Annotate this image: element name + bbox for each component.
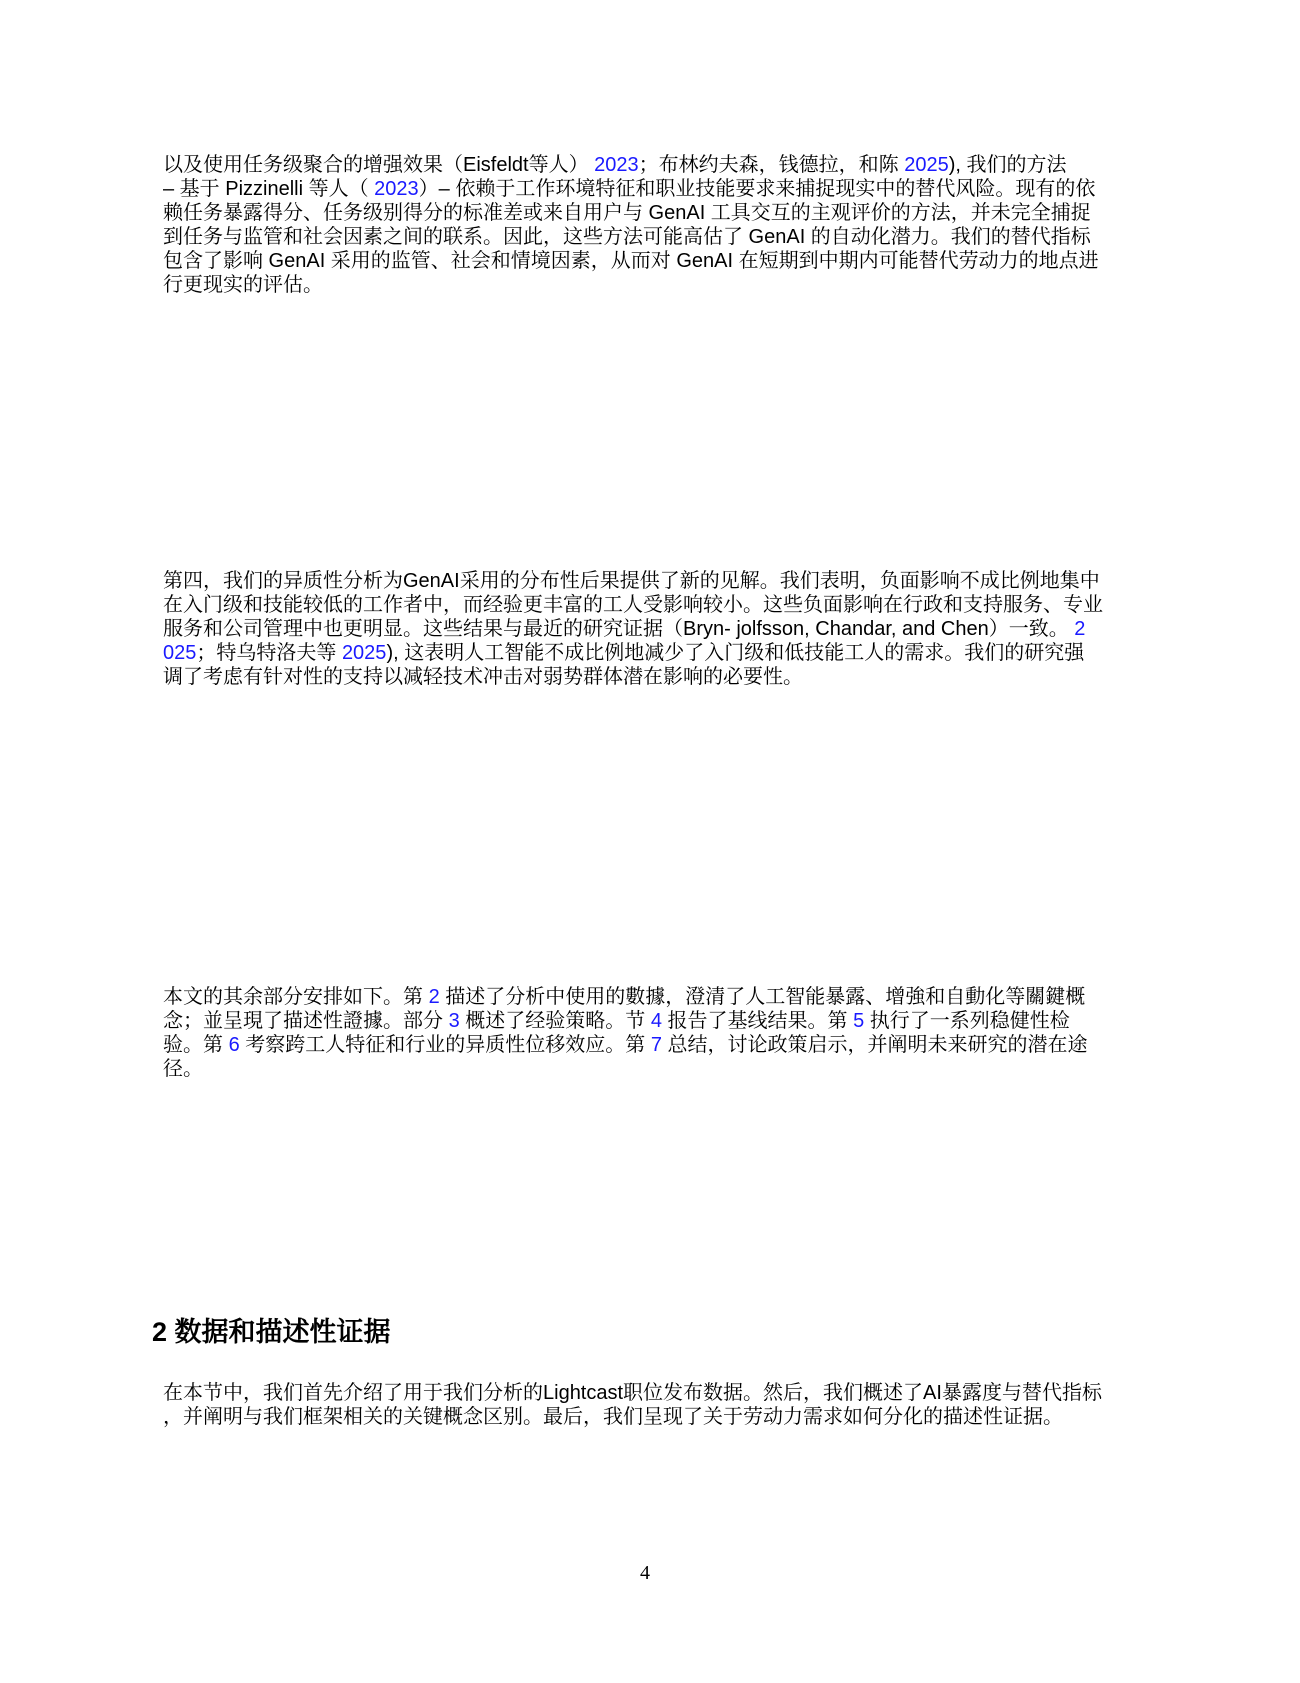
text: ), 这表明人工智能不成比例地减少了入门级和低技能工人的需求。我们的研究强 <box>386 642 1085 664</box>
text: 服务和公司管理中也更明显。这些结果与最近的研究证据（Bryn- jolfsson, Chandar, and Chen）一致。 <box>163 618 1075 640</box>
text-line: ，并阐明与我们框架相关的关键概念区别。最后，我们呈现了关于劳动力需求如何分化的描述性证据。 <box>163 1406 1063 1428</box>
section-link[interactable]: 7 <box>650 1034 662 1056</box>
text: 报告了基线结果。第 <box>661 1010 854 1032</box>
text: 执行了一系列稳健性检 <box>864 1010 1070 1032</box>
text: 验。第 <box>163 1034 229 1056</box>
text: – 基于 Pizzinelli 等人（ <box>163 178 375 200</box>
citation-link[interactable]: 2 <box>1074 618 1086 640</box>
text-line: 径。 <box>163 1058 203 1080</box>
section-link[interactable]: 3 <box>448 1010 460 1032</box>
text-line: 在入门级和技能较低的工作者中，而经验更丰富的工人受影响较小。这些负面影响在行政和支持服务、专业 <box>163 594 1103 616</box>
text: 描述了分析中使用的數據，澄清了人工智能暴露、增強和自動化等關鍵概 <box>439 986 1086 1008</box>
section-heading: 2 数据和描述性证据 <box>152 1317 391 1347</box>
text: ；布林约夫森，钱德拉，和陈 <box>638 154 905 176</box>
text-line: 调了考虑有针对性的支持以减轻技术冲击对弱势群体潜在影响的必要性。 <box>163 666 803 688</box>
text: 考察跨工人特征和行业的异质性位移效应。第 <box>239 1034 651 1056</box>
paragraph-outline <box>163 985 1153 1081</box>
section-link[interactable]: 4 <box>650 1010 662 1032</box>
text: 概述了经验策略。节 <box>459 1010 651 1032</box>
text-line: 包含了影响 GenAI 采用的监管、社会和情境因素，从而对 GenAI 在短期到中期内可能替代劳动力的地点进 <box>163 250 1099 272</box>
citation-link[interactable]: 025 <box>163 642 197 664</box>
text: 以及使用任务级聚合的增强效果（Eisfeldt等人） <box>163 154 595 176</box>
citation-link[interactable]: 2025 <box>904 154 949 176</box>
page-number: 4 <box>640 1562 650 1584</box>
paragraph-methods <box>163 153 1153 297</box>
text: 念；並呈現了描述性證據。部分 <box>163 1010 449 1032</box>
citation-link[interactable]: 2023 <box>594 154 639 176</box>
text-line <box>163 617 1153 641</box>
text-line: 赖任务暴露得分、任务级别得分的标准差或来自用户与 GenAI 工具交互的主观评价的方法，并未完全捕捉 <box>163 202 1091 224</box>
citation-link[interactable]: 2023 <box>374 178 419 200</box>
text-line: 到任务与监管和社会因素之间的联系。因此，这些方法可能高估了 GenAI 的自动化潜力。我们的替代指标 <box>163 226 1091 248</box>
text-line <box>163 1033 1153 1057</box>
paragraph-section-intro <box>163 1381 1153 1429</box>
text-line <box>163 153 1153 177</box>
paragraph-heterogeneity <box>163 569 1153 689</box>
text: ；特乌特洛夫等 <box>196 642 342 664</box>
text: ）– 依赖于工作环境特征和职业技能要求来捕捉现实中的替代风险。现有的依 <box>418 178 1096 200</box>
text: ), 我们的方法 <box>948 154 1067 176</box>
text: 本文的其余部分安排如下。第 <box>163 986 429 1008</box>
text-line: 行更现实的评估。 <box>163 274 323 296</box>
text-line <box>163 1009 1153 1033</box>
text-line <box>163 985 1153 1009</box>
citation-link[interactable]: 2025 <box>341 642 387 664</box>
section-link[interactable]: 6 <box>228 1034 240 1056</box>
section-link[interactable]: 5 <box>853 1010 865 1032</box>
section-link[interactable]: 2 <box>428 986 440 1008</box>
text-line <box>163 177 1153 201</box>
text-line: 第四，我们的异质性分析为GenAI采用的分布性后果提供了新的见解。我们表明，负面影响不成比例地集中 <box>163 570 1100 592</box>
text-line: 在本节中，我们首先介绍了用于我们分析的Lightcast职位发布数据。然后，我们概述了AI暴露度与替代指标 <box>163 1382 1102 1404</box>
text: 总结，讨论政策启示，并阐明未来研究的潜在途 <box>661 1034 1088 1056</box>
text-line <box>163 641 1153 665</box>
